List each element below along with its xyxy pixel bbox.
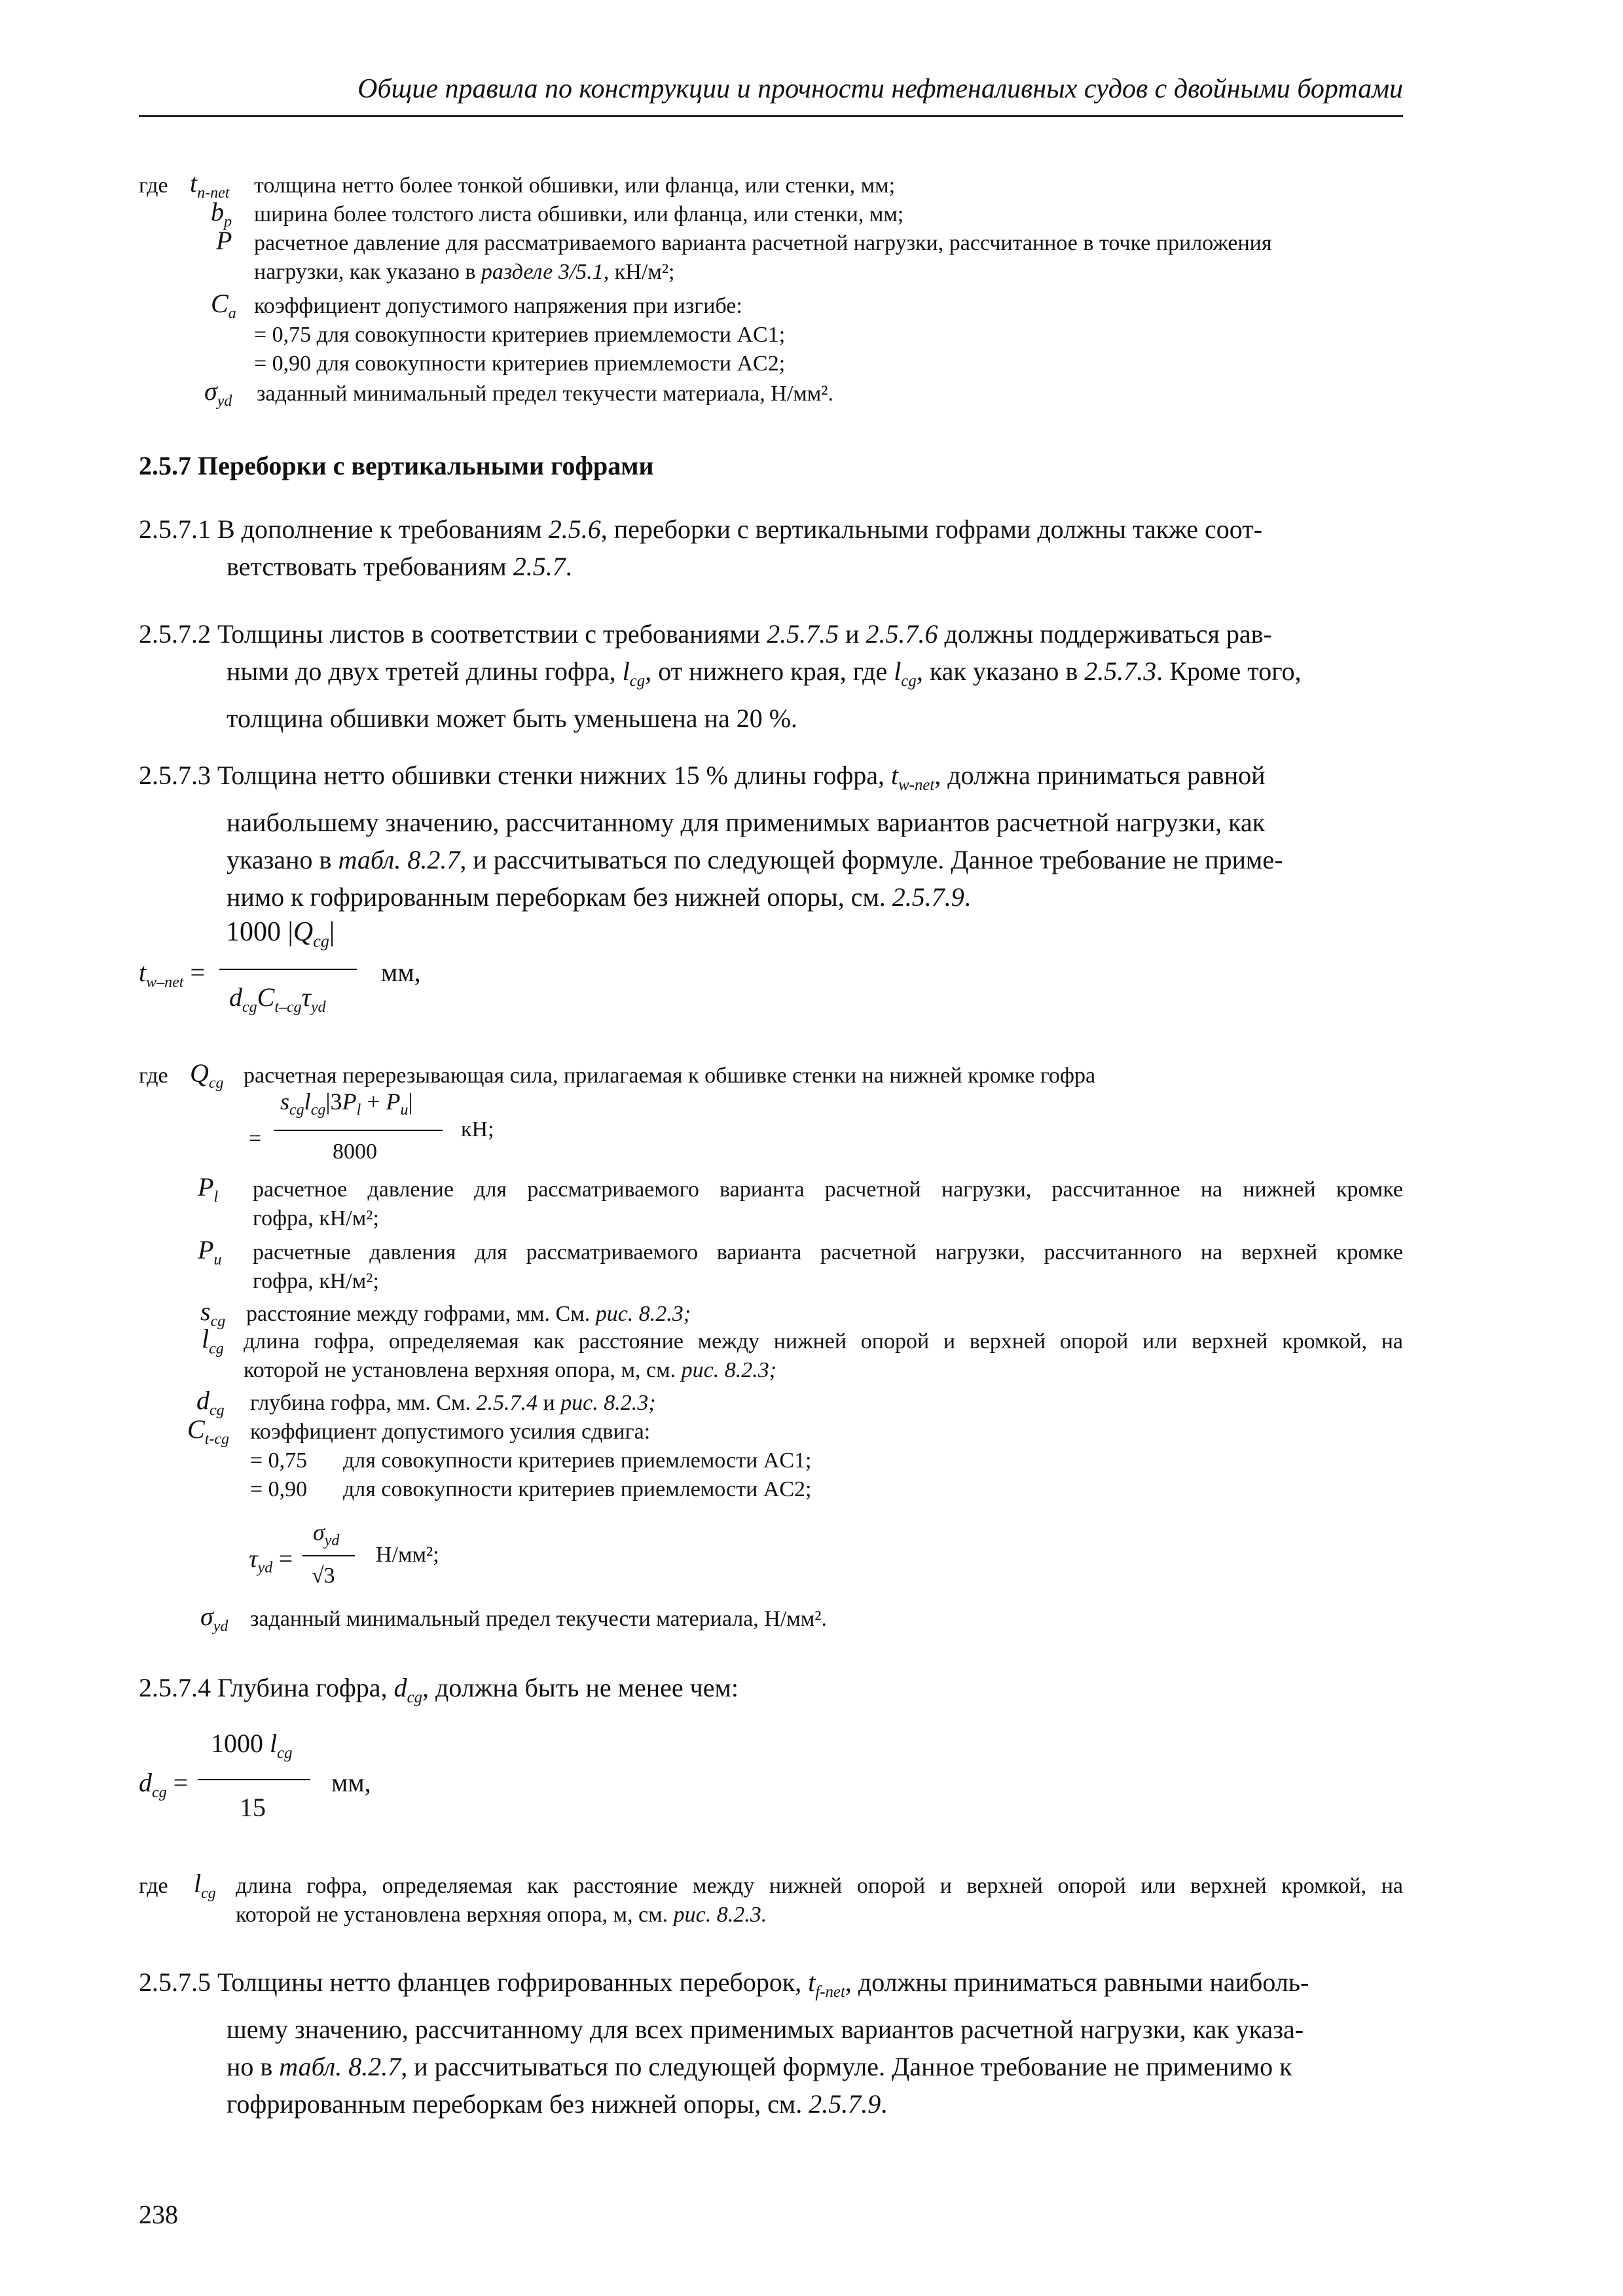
section-heading: 2.5.7 Переборки с вертикальными гофрами <box>139 451 654 480</box>
symbol-b-p: $b_p$ <box>211 197 232 230</box>
def-value-line: = 0,75 для совокупности критериев приемлемости AC1; <box>254 323 786 347</box>
def-text: ширина более толстого листа обшивки, или фланца, или стенки, мм; <box>254 202 904 226</box>
symbol-d-cg: $d_{cg}$ <box>196 1386 225 1419</box>
ref-link: табл. 8.2.7 <box>338 845 460 874</box>
def-text-cont: которой не установлена верхняя опора, м, см. рис. 8.2.3. <box>236 1903 767 1927</box>
fraction-bar <box>274 1130 443 1131</box>
symbol-c-a: $C_a$ <box>211 289 236 322</box>
ref-link: рис. 8.2.3; <box>595 1302 691 1326</box>
ref-link: рис. 8.2.3; <box>681 1358 777 1382</box>
ref-link: 2.5.7.9 <box>892 882 964 912</box>
formula-denominator: $d_{cg}C_{t-cg}\tau_{yd}$ <box>229 982 326 1016</box>
formula-unit: мм, <box>381 958 421 987</box>
qf-numerator: $s_{cg}l_{cg}|3P_l + P_u|$ <box>280 1088 413 1119</box>
symbol-t-n-net: $t_{n-net}$ <box>190 168 230 202</box>
symbol-tau-yd: $\tau_{yd}$ = <box>249 1545 293 1577</box>
formula-unit: мм, <box>331 1768 371 1797</box>
formula-lhs: $t_{w-net}$ = <box>139 958 206 991</box>
qf-unit: кН; <box>461 1117 494 1141</box>
formula-numerator: 1000 $|Q_{cg}|$ <box>226 917 335 951</box>
def-text-cont: гофра, кН/м²; <box>253 1269 379 1293</box>
formula-numerator: 1000 $l_{cg}$ <box>211 1729 293 1762</box>
paragraph-2-5-7-1: 2.5.7.1 В дополнение к требованиям 2.5.6, переборки с вертикальными гофрами должны также соот- ветствовать требованиям 2.5.7. <box>139 514 1263 581</box>
tau-numerator: $\sigma_{yd}$ <box>313 1519 340 1550</box>
def-value-line: = 0,90 для совокупности критериев приемлемости AC2; <box>254 351 786 376</box>
def-text: глубина гофра, мм. См. 2.5.7.4 и рис. 8.2.3; <box>250 1391 656 1415</box>
paragraph-2-5-7-3: 2.5.7.3 Толщина нетто обшивки стенки нижних 15 % длины гофра, $t_{w-net}$, должна приниматься равной наибольшему значению, рассчитанному для применимых вариантов расчетной нагрузки, как указано в табл. 8.2.7, и рассчитываться по следующей формуле. Данное требование не приме- нимо к гофрированным переборкам без нижней опоры, см. 2.5.7.9. <box>139 761 1283 912</box>
where-label: где <box>139 1064 168 1088</box>
def-text: расчетное давление для рассматриваемого варианта расчетной нагрузки, рассчитанное в точке приложения <box>254 231 1272 255</box>
where-label: где <box>139 173 168 198</box>
def-text: заданный минимальный предел текучести материала, Н/мм². <box>250 1607 827 1631</box>
running-header: Общие правила по конструкции и прочности нефтеналивных судов с двойными бортами <box>357 74 1403 104</box>
ref-link: 2.5.7.6 <box>866 619 938 649</box>
ref-link: 2.5.7.3 <box>1084 656 1157 686</box>
ref-link: 2.5.7 <box>513 552 566 581</box>
qf-denominator: 8000 <box>333 1139 377 1164</box>
symbol-p-u: $P_u$ <box>198 1235 222 1268</box>
fraction-bar <box>219 969 357 970</box>
ref-link: 2.5.6 <box>548 514 601 544</box>
def-text-cont: гофра, кН/м²; <box>253 1206 379 1230</box>
symbol-sigma-yd: $\sigma_{yd}$ <box>200 1602 228 1635</box>
def-text: расчетные давления для рассматриваемого варианта расчетной нагрузки, рассчитанного на верхней кромке <box>253 1240 1403 1265</box>
ref-link: 2.5.7.4 <box>476 1391 538 1415</box>
ref-link: табл. 8.2.7 <box>279 2052 401 2081</box>
def-text: длина гофра, определяемая как расстояние между нижней опорой и верхней опорой или верхней кромкой, на <box>236 1874 1403 1898</box>
fraction-bar <box>198 1779 310 1780</box>
symbol-l-cg: $l_{cg}$ <box>194 1869 216 1902</box>
symbol-sigma-yd: $\sigma_{yd}$ <box>204 376 232 410</box>
def-text: коэффициент допустимого усилия сдвига: <box>250 1420 651 1444</box>
paragraph-2-5-7-2: 2.5.7.2 Толщины листов в соответствии с требованиями 2.5.7.5 и 2.5.7.6 должны поддерживаться рав- ными до двух третей длины гофра, $l_{cg}$, от нижнего края, где $l_{cg}$, как указано в 2.5.7.3. Кроме того, толщина обшивки может быть уменьшена на 20 %. <box>139 619 1302 733</box>
symbol-p: P <box>216 226 232 255</box>
eq-sign: = <box>249 1126 262 1151</box>
def-text: толщина нетто более тонкой обшивки, или фланца, или стенки, мм; <box>254 173 896 198</box>
def-value-text: для совокупности критериев приемлемости AC2; <box>343 1477 812 1501</box>
symbol-c-t-cg: $C_{t-cg}$ <box>187 1414 229 1448</box>
def-text: расчетная перерезывающая сила, прилагаемая к обшивке стенки на нижней кромке гофра <box>244 1064 1096 1088</box>
def-value: = 0,75 <box>250 1448 308 1473</box>
ref-link: 2.5.7.9 <box>809 2089 881 2119</box>
formula-lhs: $d_{cg}$ = <box>139 1768 189 1801</box>
fraction-bar <box>302 1555 355 1556</box>
ref-link: разделе 3/5.1 <box>481 260 604 284</box>
symbol-p-l: $P_l$ <box>198 1172 219 1206</box>
def-text: коэффициент допустимого напряжения при изгибе: <box>254 294 742 318</box>
page-number: 238 <box>139 2200 178 2229</box>
paragraph-2-5-7-5: 2.5.7.5 Толщины нетто фланцев гофрированных переборок, $t_{f-net}$, должны приниматься равными наиболь- шему значению, рассчитанному для всех применимых вариантов расчетной нагрузки, как указа- но в табл. 8.2.7, и рассчитываться по следующей формуле. Данное требование не применимо к гофрированным переборкам без нижней опоры, см. 2.5.7.9. <box>139 1967 1309 2119</box>
header-rule <box>139 115 1403 117</box>
def-value-text: для совокупности критериев приемлемости AC1; <box>343 1448 812 1473</box>
ref-link: рис. 8.2.3; <box>560 1391 656 1415</box>
def-text: расчетное давление для рассматриваемого варианта расчетной нагрузки, рассчитанное на нижней кромке <box>253 1177 1403 1202</box>
def-text: длина гофра, определяемая как расстояние между нижней опорой и верхней опорой или верхней кромкой, на <box>244 1329 1403 1354</box>
ref-link: 2.5.7.5 <box>767 619 839 649</box>
symbol-l-cg: $l_{cg}$ <box>202 1324 224 1357</box>
symbol-s-cg: $s_{cg}$ <box>200 1297 226 1330</box>
def-text: расстояние между гофрами, мм. См. рис. 8.2.3; <box>246 1302 691 1326</box>
paragraph-2-5-7-4: 2.5.7.4 Глубина гофра, $d_{cg}$, должна быть не менее чем: <box>139 1673 739 1706</box>
def-text-cont: которой не установлена верхняя опора, м, см. рис. 8.2.3; <box>244 1358 777 1382</box>
symbol-q-cg: $Q_{cg}$ <box>190 1058 224 1092</box>
tau-denominator: √3 <box>312 1564 335 1588</box>
def-text: заданный минимальный предел текучести материала, Н/мм². <box>257 382 833 406</box>
where-label: где <box>139 1874 168 1898</box>
formula-denominator: 15 <box>240 1793 266 1822</box>
tau-unit: Н/мм²; <box>376 1543 439 1567</box>
ref-link: рис. 8.2.3. <box>673 1903 767 1927</box>
def-text-cont: нагрузки, как указано в разделе 3/5.1, кН/м²; <box>254 260 675 284</box>
def-value: = 0,90 <box>250 1477 308 1501</box>
